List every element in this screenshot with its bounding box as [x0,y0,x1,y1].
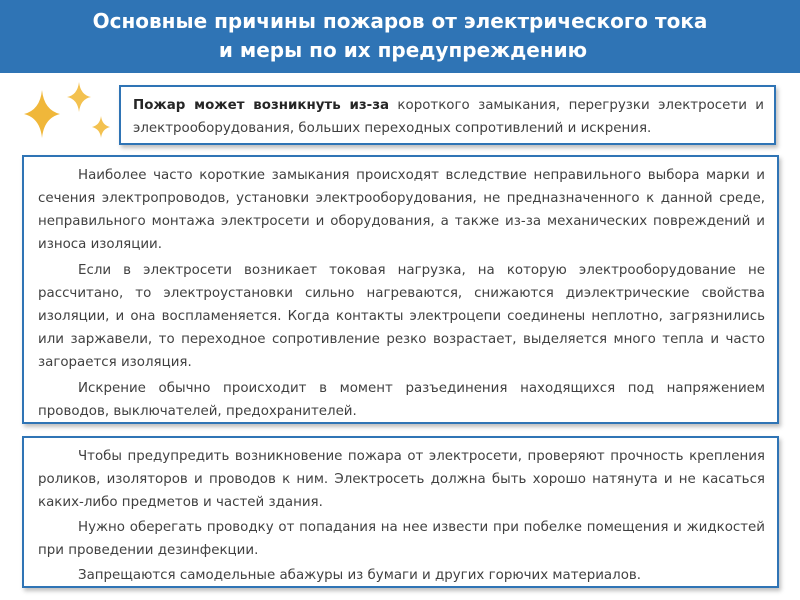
title-banner [0,0,800,73]
intro-text: короткого замыкания, перегрузки электросети и электрооборудования, больших переходных сопротивлений и искрения. [133,98,765,136]
prevention-box [22,436,779,588]
page-title-line-2: и меры по их предупреждению [218,38,588,62]
sparkle-large-icon [24,90,60,138]
sparkle-top-icon [67,82,91,112]
causes-paragraph-3: Искрение обычно происходит в момент разъединения находящихся под напряжением проводов, выключателей, предохранителей. [38,381,765,419]
prevention-paragraph-3: Запрещаются самодельные абажуры из бумаги и других горючих материалов. [78,568,642,583]
prevention-paragraph-2: Нужно оберегать проводку от попадания на нее извести при побелке помещения и жидкостей при проведении дезинфекции. [38,520,765,558]
causes-paragraph-1: Наиболее часто короткие замыкания происходят вследствие неправильного выбора марки и сечения электропроводов, установки электрооборудования, не предназначенного к данной среде, неправильного монтажа электросети и оборудования, а также из-за механических повреждений и износа изоляции. [38,168,765,252]
intro-lead: Пожар может возникнуть из-за [133,98,390,113]
intro-box [119,85,776,145]
causes-box [22,155,779,424]
prevention-paragraph-1: Чтобы предупредить возникновение пожара от электросети, проверяют прочность крепления роликов, изоляторов и проводов к ним. Электросеть должна быть хорошо натянута и не касаться каких-либо предметов и частей здания. [38,449,765,510]
page-title-line-1: Основные причины пожаров от электрического тока [92,9,708,33]
causes-paragraph-2: Если в электросети возникает токовая нагрузка, на которую электрооборудование не рассчитано, то электроустановки сильно нагреваются, снижаются диэлектрические свойства изоляции, и она воспламеняется. Когда контакты электроцепи соединены неплотно, загрязнились или заржавели, то переходное сопротивление резко возрастает, выделяется много тепла и часто загорается изоляция. [38,263,765,370]
sparkle-small-icon [92,116,110,138]
sparkles-icon [22,80,117,155]
